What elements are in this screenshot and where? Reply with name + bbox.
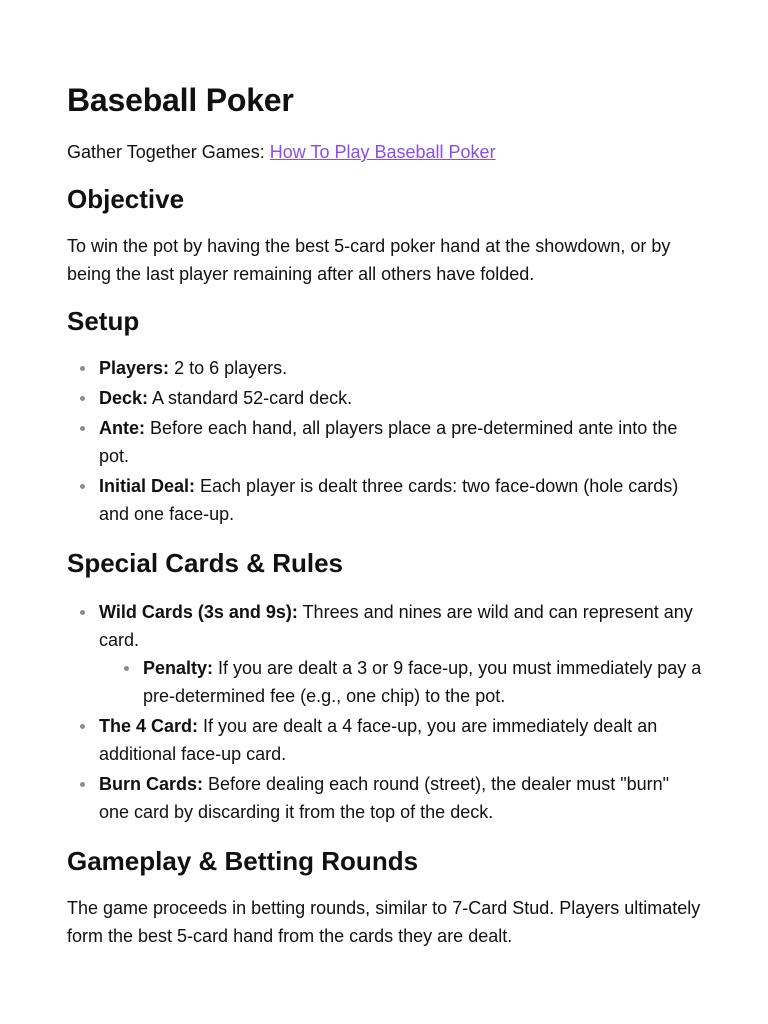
item-text: Each player is dealt three cards: two face-down (hole cards) and one face-up. bbox=[99, 476, 679, 524]
item-label: Penalty: bbox=[143, 658, 214, 678]
item-label: Deck: bbox=[99, 388, 149, 408]
list-item bbox=[67, 770, 704, 826]
objective-text: To win the pot by having the best 5-card poker hand at the showdown, or by being the last player remaining after all others have folded. bbox=[67, 236, 671, 284]
nested-list bbox=[99, 654, 704, 710]
item-label: Players: bbox=[99, 358, 170, 378]
gameplay-text: The game proceeds in betting rounds, similar to 7-Card Stud. Players ultimately form the best 5-card hand from the cards they are dealt. bbox=[67, 898, 701, 946]
item-text: Before dealing each round (street), the dealer must "burn" one card by discarding it from the top of the deck. bbox=[99, 774, 670, 822]
source-line bbox=[67, 140, 704, 164]
special-rules-heading: Special Cards & Rules bbox=[67, 548, 343, 578]
item-text: If you are dealt a 4 face-up, you are immediately dealt an additional face-up card. bbox=[99, 716, 658, 764]
objective-heading: Objective bbox=[67, 184, 185, 214]
setup-list bbox=[67, 354, 704, 528]
source-prefix: Gather Together Games: bbox=[67, 142, 270, 162]
list-item bbox=[99, 654, 704, 710]
list-item bbox=[67, 472, 704, 528]
list-item bbox=[67, 384, 704, 412]
item-text: Threes and nines are wild and can represent any card. bbox=[99, 602, 693, 650]
item-text: A standard 52-card deck. bbox=[148, 388, 353, 408]
list-item bbox=[67, 598, 704, 710]
item-text: 2 to 6 players. bbox=[169, 358, 288, 378]
item-text: If you are dealt a 3 or 9 face-up, you must immediately pay a pre-determined fee (e.g., one chip) to the pot. bbox=[143, 658, 702, 706]
item-label: Ante: bbox=[99, 418, 145, 438]
page-title: Baseball Poker bbox=[67, 82, 294, 118]
gameplay-heading: Gameplay & Betting Rounds bbox=[67, 846, 419, 876]
list-item bbox=[67, 712, 704, 768]
item-label: Initial Deal: bbox=[99, 476, 196, 496]
item-label: The 4 Card: bbox=[99, 716, 199, 736]
item-text: Before each hand, all players place a pre-determined ante into the pot. bbox=[99, 418, 678, 466]
setup-heading: Setup bbox=[67, 306, 140, 336]
special-rules-list bbox=[67, 598, 704, 826]
how-to-play-link[interactable]: How To Play Baseball Poker bbox=[269, 142, 496, 162]
item-label: Burn Cards: bbox=[99, 774, 204, 794]
item-label: Wild Cards (3s and 9s): bbox=[99, 602, 298, 622]
list-item bbox=[67, 354, 704, 382]
list-item bbox=[67, 414, 704, 470]
